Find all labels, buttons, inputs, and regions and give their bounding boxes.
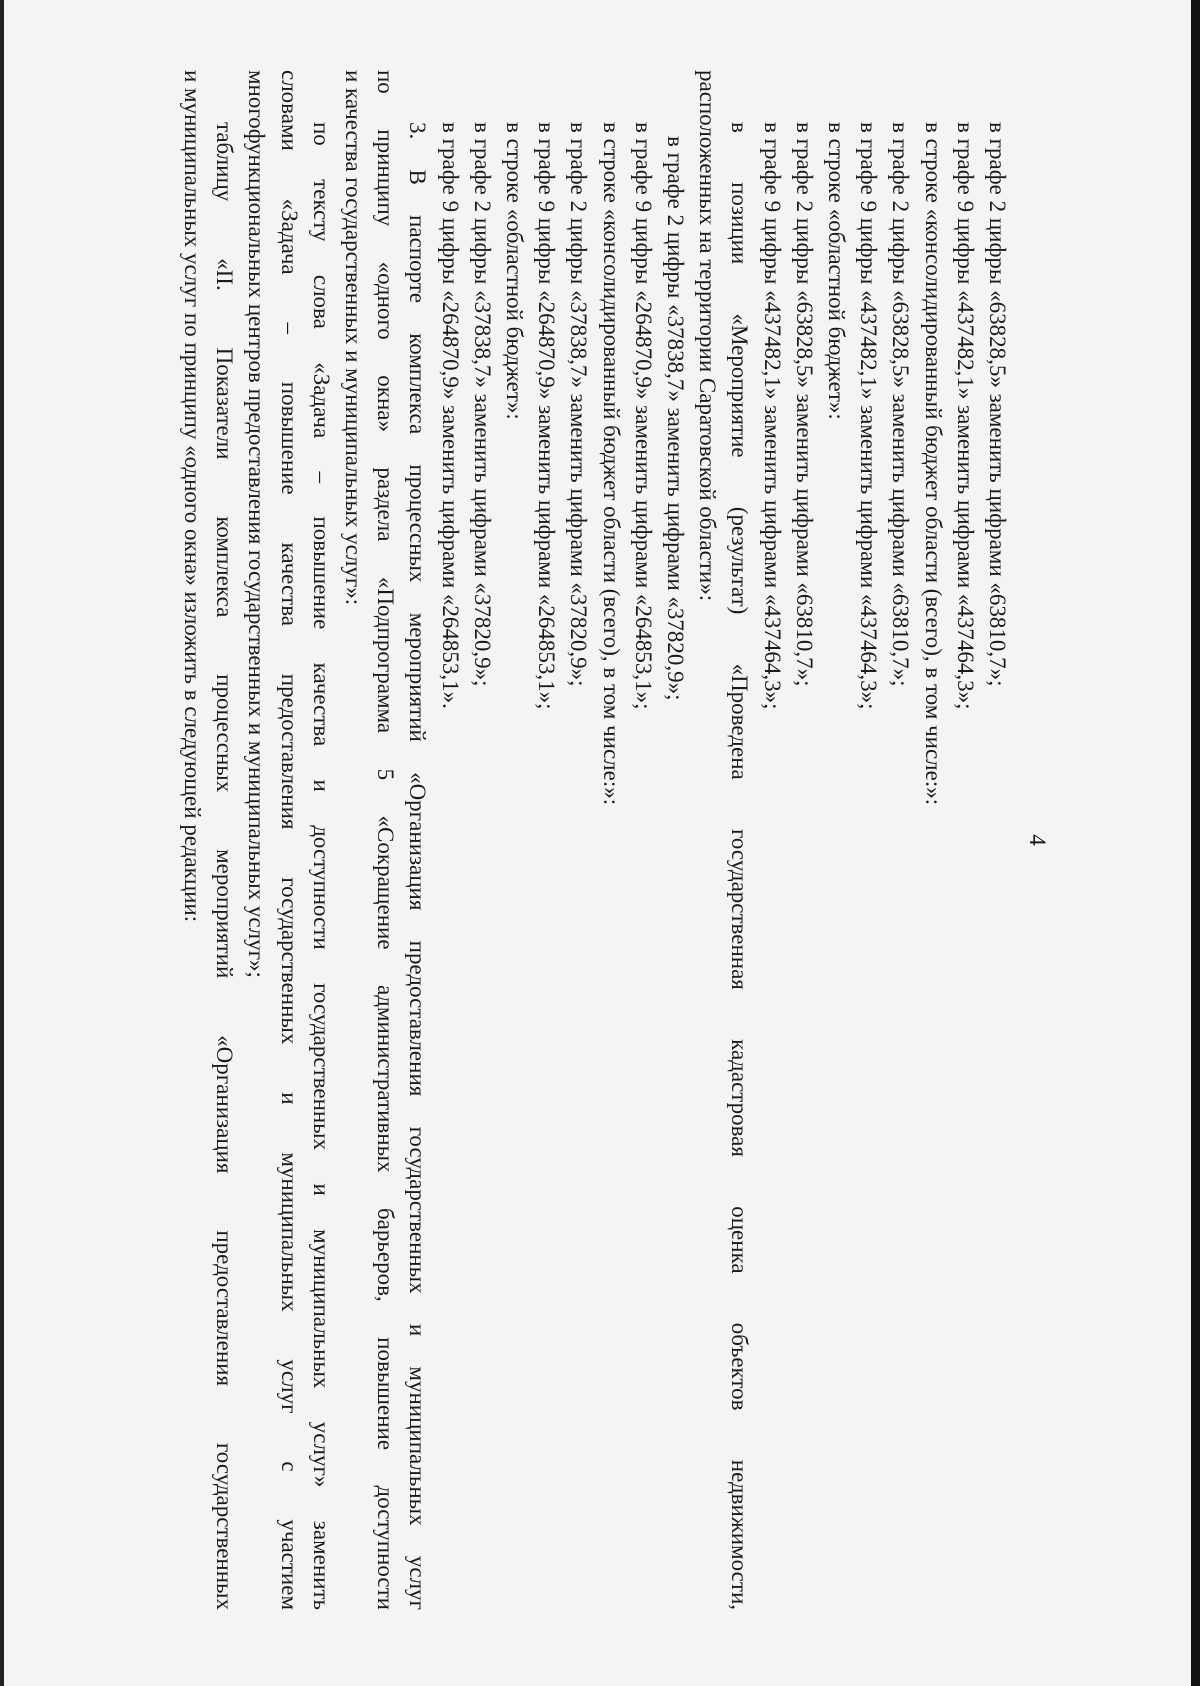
document-text — [176, 70, 1013, 1610]
rotated-document-body — [135, 70, 1065, 1610]
text-line: в графе 9 цифры «264870,9» заменить цифрами «264853,1». — [437, 122, 463, 709]
text-line: в графе 2 цифры «37838,7» заменить цифрами «37820,9»; — [566, 122, 592, 687]
text-line: в графе 2 цифры «37838,7» заменить цифрами «37820,9»; — [469, 122, 495, 687]
page-number: 4 — [1025, 834, 1050, 846]
text-line: в графе 2 цифры «37838,7» заменить цифрами «37820,9»; — [662, 136, 688, 701]
text-line: по тексту слова «Задача – повышение качества и доступности государственных и муниципальных услуг» заменить — [308, 122, 334, 1610]
text-line: в графе 2 цифры «63828,5» заменить цифрами «63810,7»; — [888, 122, 914, 687]
text-line: 3. В паспорте комплекса процессных мероприятий «Организация предоставления государственных и муниципальных услуг — [405, 122, 431, 1610]
text-line: в строке «консолидированный бюджет области (всего), в том числе:»: — [598, 122, 624, 806]
scan-edge-right — [1191, 0, 1200, 1686]
text-line: в графе 9 цифры «437482,1» заменить цифрами «437464,3»; — [759, 122, 785, 710]
text-line: в графе 9 цифры «437482,1» заменить цифрами «437464,3»; — [856, 122, 882, 710]
text-line: по принципу «одного окна» раздела «Подпрограмма 5 «Сокращение административных барьеров, повышение доступности — [373, 70, 399, 1610]
text-line: в позиции «Мероприятие (результат) «Проведена государственная кадастровая оценка объектов недвижимости, — [727, 122, 753, 1610]
text-line: многофункциональных центров предоставления государственных и муниципальных услуг»; — [244, 70, 270, 978]
text-line: словами «Задача – повышение качества предоставления государственных и муниципальных услуг с участием — [276, 70, 302, 1610]
text-line: в графе 9 цифры «264870,9» заменить цифрами «264853,1»; — [534, 122, 560, 710]
text-line: и качества государственных и муниципальных услуг»: — [340, 70, 366, 606]
text-line: в графе 2 цифры «63828,5» заменить цифрами «63810,7»; — [985, 122, 1010, 687]
text-line: в графе 9 цифры «264870,9» заменить цифрами «264853,1»; — [630, 122, 656, 710]
text-line: в строке «областной бюджет»: — [823, 122, 849, 420]
text-line: и муниципальных услуг по принципу «одного окна» изложить в следующей редакции: — [180, 70, 206, 923]
text-line: расположенных на территории Саратовской области»: — [695, 70, 721, 602]
text-line: в графе 2 цифры «63828,5» заменить цифрами «63810,7»; — [791, 122, 817, 687]
text-line: в строке «консолидированный бюджет области (всего), в том числе:»: — [920, 122, 946, 806]
scan-edge-left — [0, 0, 4, 1686]
text-line: в строке «областной бюджет»: — [501, 122, 527, 420]
text-line: в графе 9 цифры «437482,1» заменить цифрами «437464,3»; — [952, 122, 978, 710]
text-line: таблицу «II. Показатели комплекса процессных мероприятий «Организация предоставления государственных — [212, 122, 238, 1610]
